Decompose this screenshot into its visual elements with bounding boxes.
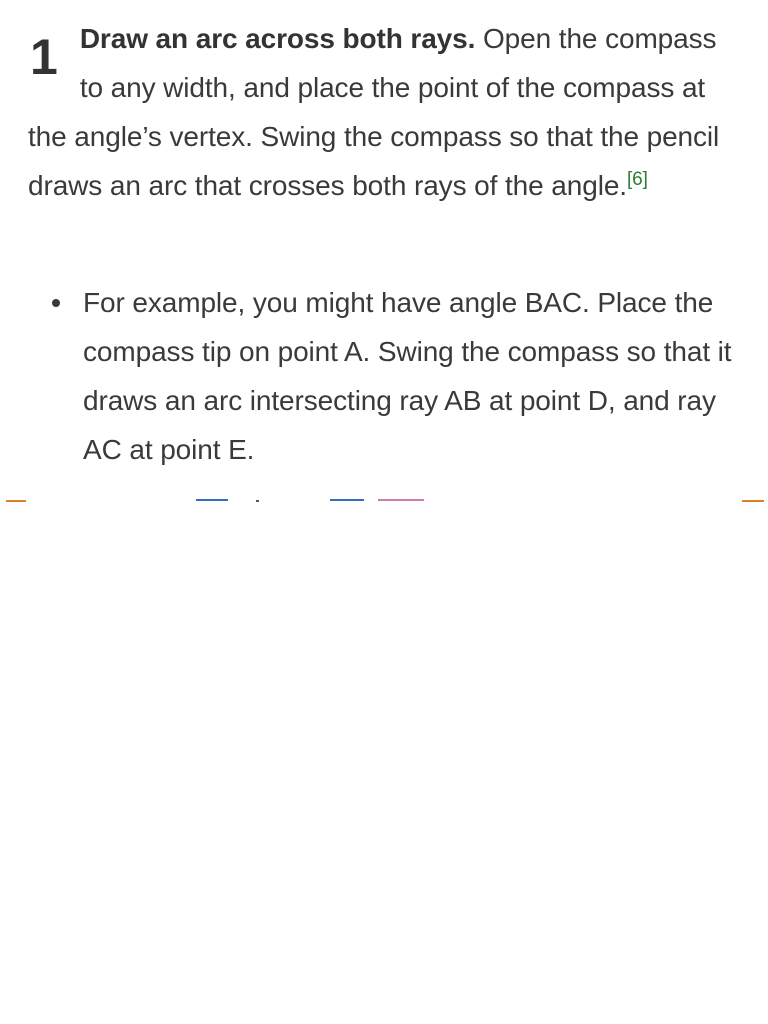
step-number: 1 (30, 29, 58, 85)
list-item-text: For example, you might have angle BAC. Place the compass tip on point A. Swing the compass so that it draws an arc intersecting ray AB at point D, and ray AC at point E. (83, 287, 732, 465)
illustration-fragment (330, 499, 364, 501)
illustration-fragment (196, 499, 228, 501)
step-description: Open the compass to any width, and place the point of the compass at the angle’s vertex. Swing the compass so that the pencil draws an arc that crosses both rays of the angle. (28, 23, 720, 201)
reference-link[interactable]: [6] (626, 169, 648, 190)
illustration-fragment (378, 499, 424, 501)
step-illustration-edge (0, 496, 768, 508)
illustration-fragment (256, 500, 259, 502)
step-1 (28, 14, 728, 210)
step-text (28, 14, 728, 210)
illustration-fragment (742, 500, 764, 502)
illustration-fragment (6, 500, 26, 502)
step-heading: Draw an arc across both rays. (79, 23, 476, 54)
bullet-icon (52, 299, 60, 307)
list-item (50, 278, 740, 474)
step-tips-list (50, 278, 740, 474)
